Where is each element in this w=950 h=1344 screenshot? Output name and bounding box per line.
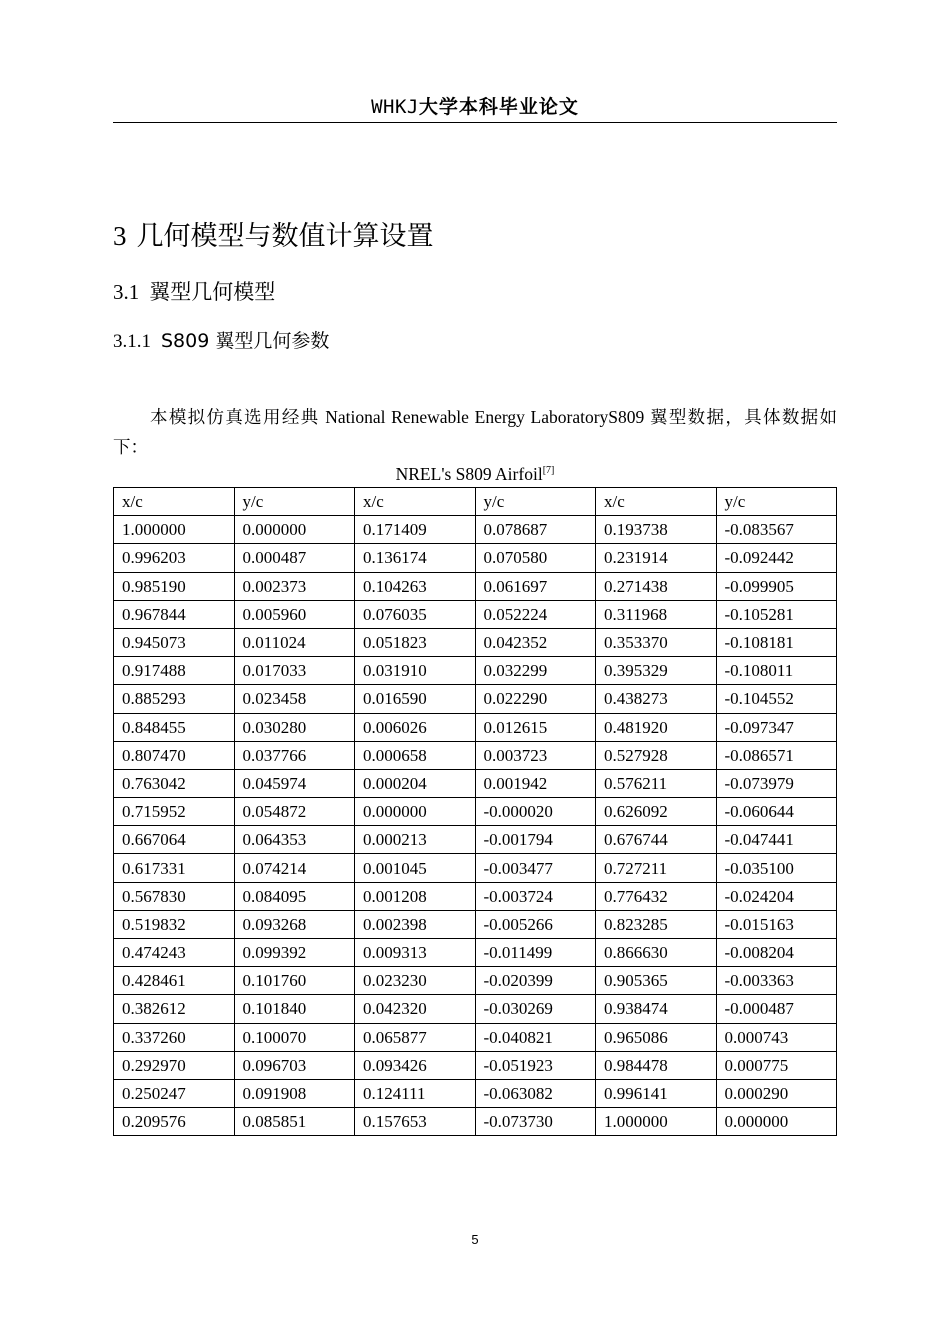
table-cell: -0.083567: [716, 516, 837, 544]
table-cell: 0.042320: [355, 995, 476, 1023]
table-cell: 0.807470: [114, 741, 235, 769]
table-cell: 0.715952: [114, 798, 235, 826]
table-row: [114, 657, 837, 685]
table-cell: 0.000658: [355, 741, 476, 769]
table-cell: -0.003724: [475, 882, 596, 910]
table-cell: 0.051823: [355, 628, 476, 656]
table-cell: 0.017033: [234, 657, 355, 685]
table-cell: 0.823285: [596, 910, 717, 938]
table-cell: 0.093426: [355, 1051, 476, 1079]
column-header: x/c: [355, 488, 476, 516]
table-cell: 0.045974: [234, 769, 355, 797]
table-cell: 0.054872: [234, 798, 355, 826]
table-cell: 0.003723: [475, 741, 596, 769]
table-cell: 0.022290: [475, 685, 596, 713]
chapter-number: 3: [113, 221, 127, 251]
section-number: 3.1: [113, 280, 140, 304]
table-cell: 0.438273: [596, 685, 717, 713]
table-cell: 0.064353: [234, 826, 355, 854]
table-cell: 0.193738: [596, 516, 717, 544]
table-cell: 0.005960: [234, 600, 355, 628]
table-cell: 0.000000: [716, 1108, 837, 1136]
table-cell: 0.848455: [114, 713, 235, 741]
table-cell: 0.032299: [475, 657, 596, 685]
section-heading: [113, 276, 275, 308]
table-cell: -0.035100: [716, 854, 837, 882]
table-cell: 0.070580: [475, 544, 596, 572]
table-cell: 0.727211: [596, 854, 717, 882]
table-cell: 0.001942: [475, 769, 596, 797]
table-cell: 0.945073: [114, 628, 235, 656]
table-cell: -0.063082: [475, 1079, 596, 1107]
table-cell: 0.074214: [234, 854, 355, 882]
table-cell: 0.096703: [234, 1051, 355, 1079]
table-cell: 0.626092: [596, 798, 717, 826]
table-cell: 0.763042: [114, 769, 235, 797]
table-cell: 0.776432: [596, 882, 717, 910]
table-row: [114, 1051, 837, 1079]
table-cell: 0.967844: [114, 600, 235, 628]
table-cell: 0.037766: [234, 741, 355, 769]
chapter-heading: [113, 216, 434, 257]
table-cell: 0.009313: [355, 939, 476, 967]
table-cell: 0.984478: [596, 1051, 717, 1079]
table-cell: -0.003477: [475, 854, 596, 882]
table-cell: 0.084095: [234, 882, 355, 910]
page-number: 5: [471, 1232, 479, 1247]
table-cell: -0.005266: [475, 910, 596, 938]
table-cell: 0.093268: [234, 910, 355, 938]
table-cell: 0.567830: [114, 882, 235, 910]
table-cell: 0.085851: [234, 1108, 355, 1136]
table-row: [114, 1079, 837, 1107]
table-cell: 0.000204: [355, 769, 476, 797]
table-cell: 0.382612: [114, 995, 235, 1023]
table-header-row: [114, 488, 837, 516]
table-cell: 0.031910: [355, 657, 476, 685]
table-cell: 0.985190: [114, 572, 235, 600]
table-cell: 0.124111: [355, 1079, 476, 1107]
table-cell: -0.030269: [475, 995, 596, 1023]
table-cell: 0.885293: [114, 685, 235, 713]
table-cell: -0.011499: [475, 939, 596, 967]
subsection-number: 3.1.1: [113, 331, 151, 352]
table-cell: 0.016590: [355, 685, 476, 713]
column-header: y/c: [234, 488, 355, 516]
table-row: [114, 600, 837, 628]
table-cell: 0.100070: [234, 1023, 355, 1051]
table-cell: -0.015163: [716, 910, 837, 938]
table-cell: -0.008204: [716, 939, 837, 967]
table-cell: -0.108181: [716, 628, 837, 656]
table-cell: 0.996141: [596, 1079, 717, 1107]
table-cell: 0.000213: [355, 826, 476, 854]
table-row: [114, 1023, 837, 1051]
table-cell: 0.104263: [355, 572, 476, 600]
table-cell: 1.000000: [114, 516, 235, 544]
header-latin: WHKJ: [371, 96, 419, 118]
table-cell: -0.097347: [716, 713, 837, 741]
column-header: x/c: [114, 488, 235, 516]
table-row: [114, 939, 837, 967]
table-row: [114, 544, 837, 572]
table-cell: 0.023230: [355, 967, 476, 995]
table-cell: -0.001794: [475, 826, 596, 854]
table-cell: -0.099905: [716, 572, 837, 600]
table-cell: 0.001045: [355, 854, 476, 882]
table-cell: 0.000290: [716, 1079, 837, 1107]
table-cell: -0.051923: [475, 1051, 596, 1079]
table-cell: 0.271438: [596, 572, 717, 600]
table-cell: 0.209576: [114, 1108, 235, 1136]
table-cell: 0.101760: [234, 967, 355, 995]
column-header: x/c: [596, 488, 717, 516]
table-cell: -0.003363: [716, 967, 837, 995]
airfoil-coordinates-table: [113, 487, 837, 1136]
table-cell: 0.576211: [596, 769, 717, 797]
table-cell: 0.000000: [234, 516, 355, 544]
table-cell: -0.108011: [716, 657, 837, 685]
page-header: [113, 92, 837, 123]
table-cell: -0.073979: [716, 769, 837, 797]
table-body: [114, 516, 837, 1136]
table-cell: 0.171409: [355, 516, 476, 544]
table-cell: 0.042352: [475, 628, 596, 656]
table-row: [114, 628, 837, 656]
table-cell: -0.020399: [475, 967, 596, 995]
table-cell: 0.001208: [355, 882, 476, 910]
table-cell: 0.996203: [114, 544, 235, 572]
table-cell: 0.337260: [114, 1023, 235, 1051]
table-cell: 0.292970: [114, 1051, 235, 1079]
table-cell: -0.000487: [716, 995, 837, 1023]
table-cell: -0.105281: [716, 600, 837, 628]
table-caption: [113, 457, 837, 488]
table-row: [114, 741, 837, 769]
subsection-heading: [113, 326, 329, 357]
header-university-title: 大学本科毕业论文: [418, 96, 579, 118]
table-cell: -0.047441: [716, 826, 837, 854]
table-cell: 0.052224: [475, 600, 596, 628]
table-cell: -0.000020: [475, 798, 596, 826]
table-cell: 0.917488: [114, 657, 235, 685]
table-cell: 0.965086: [596, 1023, 717, 1051]
table-row: [114, 685, 837, 713]
table-cell: 0.481920: [596, 713, 717, 741]
table-cell: 1.000000: [596, 1108, 717, 1136]
table-cell: 0.099392: [234, 939, 355, 967]
table-cell: 0.157653: [355, 1108, 476, 1136]
table-cell: 0.667064: [114, 826, 235, 854]
table-cell: 0.011024: [234, 628, 355, 656]
table-row: [114, 769, 837, 797]
citation-ref: [7]: [542, 465, 555, 476]
table-cell: 0.474243: [114, 939, 235, 967]
table-cell: -0.073730: [475, 1108, 596, 1136]
table-row: [114, 798, 837, 826]
table-cell: 0.866630: [596, 939, 717, 967]
table-cell: 0.231914: [596, 544, 717, 572]
column-header: y/c: [716, 488, 837, 516]
caption-text: NREL's S809 Airfoil: [395, 464, 543, 484]
table-cell: 0.311968: [596, 600, 717, 628]
table-cell: 0.000487: [234, 544, 355, 572]
table-cell: 0.617331: [114, 854, 235, 882]
table-cell: 0.065877: [355, 1023, 476, 1051]
table-row: [114, 516, 837, 544]
table-cell: 0.076035: [355, 600, 476, 628]
table-cell: 0.353370: [596, 628, 717, 656]
table-cell: 0.527928: [596, 741, 717, 769]
table-cell: 0.101840: [234, 995, 355, 1023]
table-cell: -0.104552: [716, 685, 837, 713]
table-cell: 0.078687: [475, 516, 596, 544]
table-cell: 0.091908: [234, 1079, 355, 1107]
table-cell: 0.061697: [475, 572, 596, 600]
table-cell: 0.519832: [114, 910, 235, 938]
section-title: 翼型几何模型: [149, 280, 276, 304]
table-cell: 0.428461: [114, 967, 235, 995]
table-row: [114, 854, 837, 882]
table-cell: 0.938474: [596, 995, 717, 1023]
table-cell: 0.006026: [355, 713, 476, 741]
table-cell: 0.023458: [234, 685, 355, 713]
table-cell: -0.060644: [716, 798, 837, 826]
body-paragraph: 本模拟仿真选用经典 National Renewable Energy LaboratoryS809 翼型数据，具体数据如下：: [113, 407, 837, 457]
table-cell: 0.000000: [355, 798, 476, 826]
table-cell: -0.092442: [716, 544, 837, 572]
table-cell: 0.905365: [596, 967, 717, 995]
table-cell: 0.002398: [355, 910, 476, 938]
table-row: [114, 713, 837, 741]
table-cell: -0.040821: [475, 1023, 596, 1051]
table-row: [114, 826, 837, 854]
subsection-title: S809 翼型几何参数: [161, 330, 330, 352]
table-cell: -0.086571: [716, 741, 837, 769]
table-cell: 0.136174: [355, 544, 476, 572]
column-header: y/c: [475, 488, 596, 516]
table-row: [114, 882, 837, 910]
table-row: [114, 967, 837, 995]
table-row: [114, 572, 837, 600]
table-cell: 0.002373: [234, 572, 355, 600]
table-row: [114, 1108, 837, 1136]
table-cell: 0.676744: [596, 826, 717, 854]
table-row: [114, 910, 837, 938]
table-cell: -0.024204: [716, 882, 837, 910]
table-cell: 0.395329: [596, 657, 717, 685]
table-cell: 0.012615: [475, 713, 596, 741]
chapter-title: 几何模型与数值计算设置: [136, 221, 434, 252]
table-cell: 0.000775: [716, 1051, 837, 1079]
table-cell: 0.000743: [716, 1023, 837, 1051]
table-row: [114, 995, 837, 1023]
table-cell: 0.250247: [114, 1079, 235, 1107]
table-cell: 0.030280: [234, 713, 355, 741]
